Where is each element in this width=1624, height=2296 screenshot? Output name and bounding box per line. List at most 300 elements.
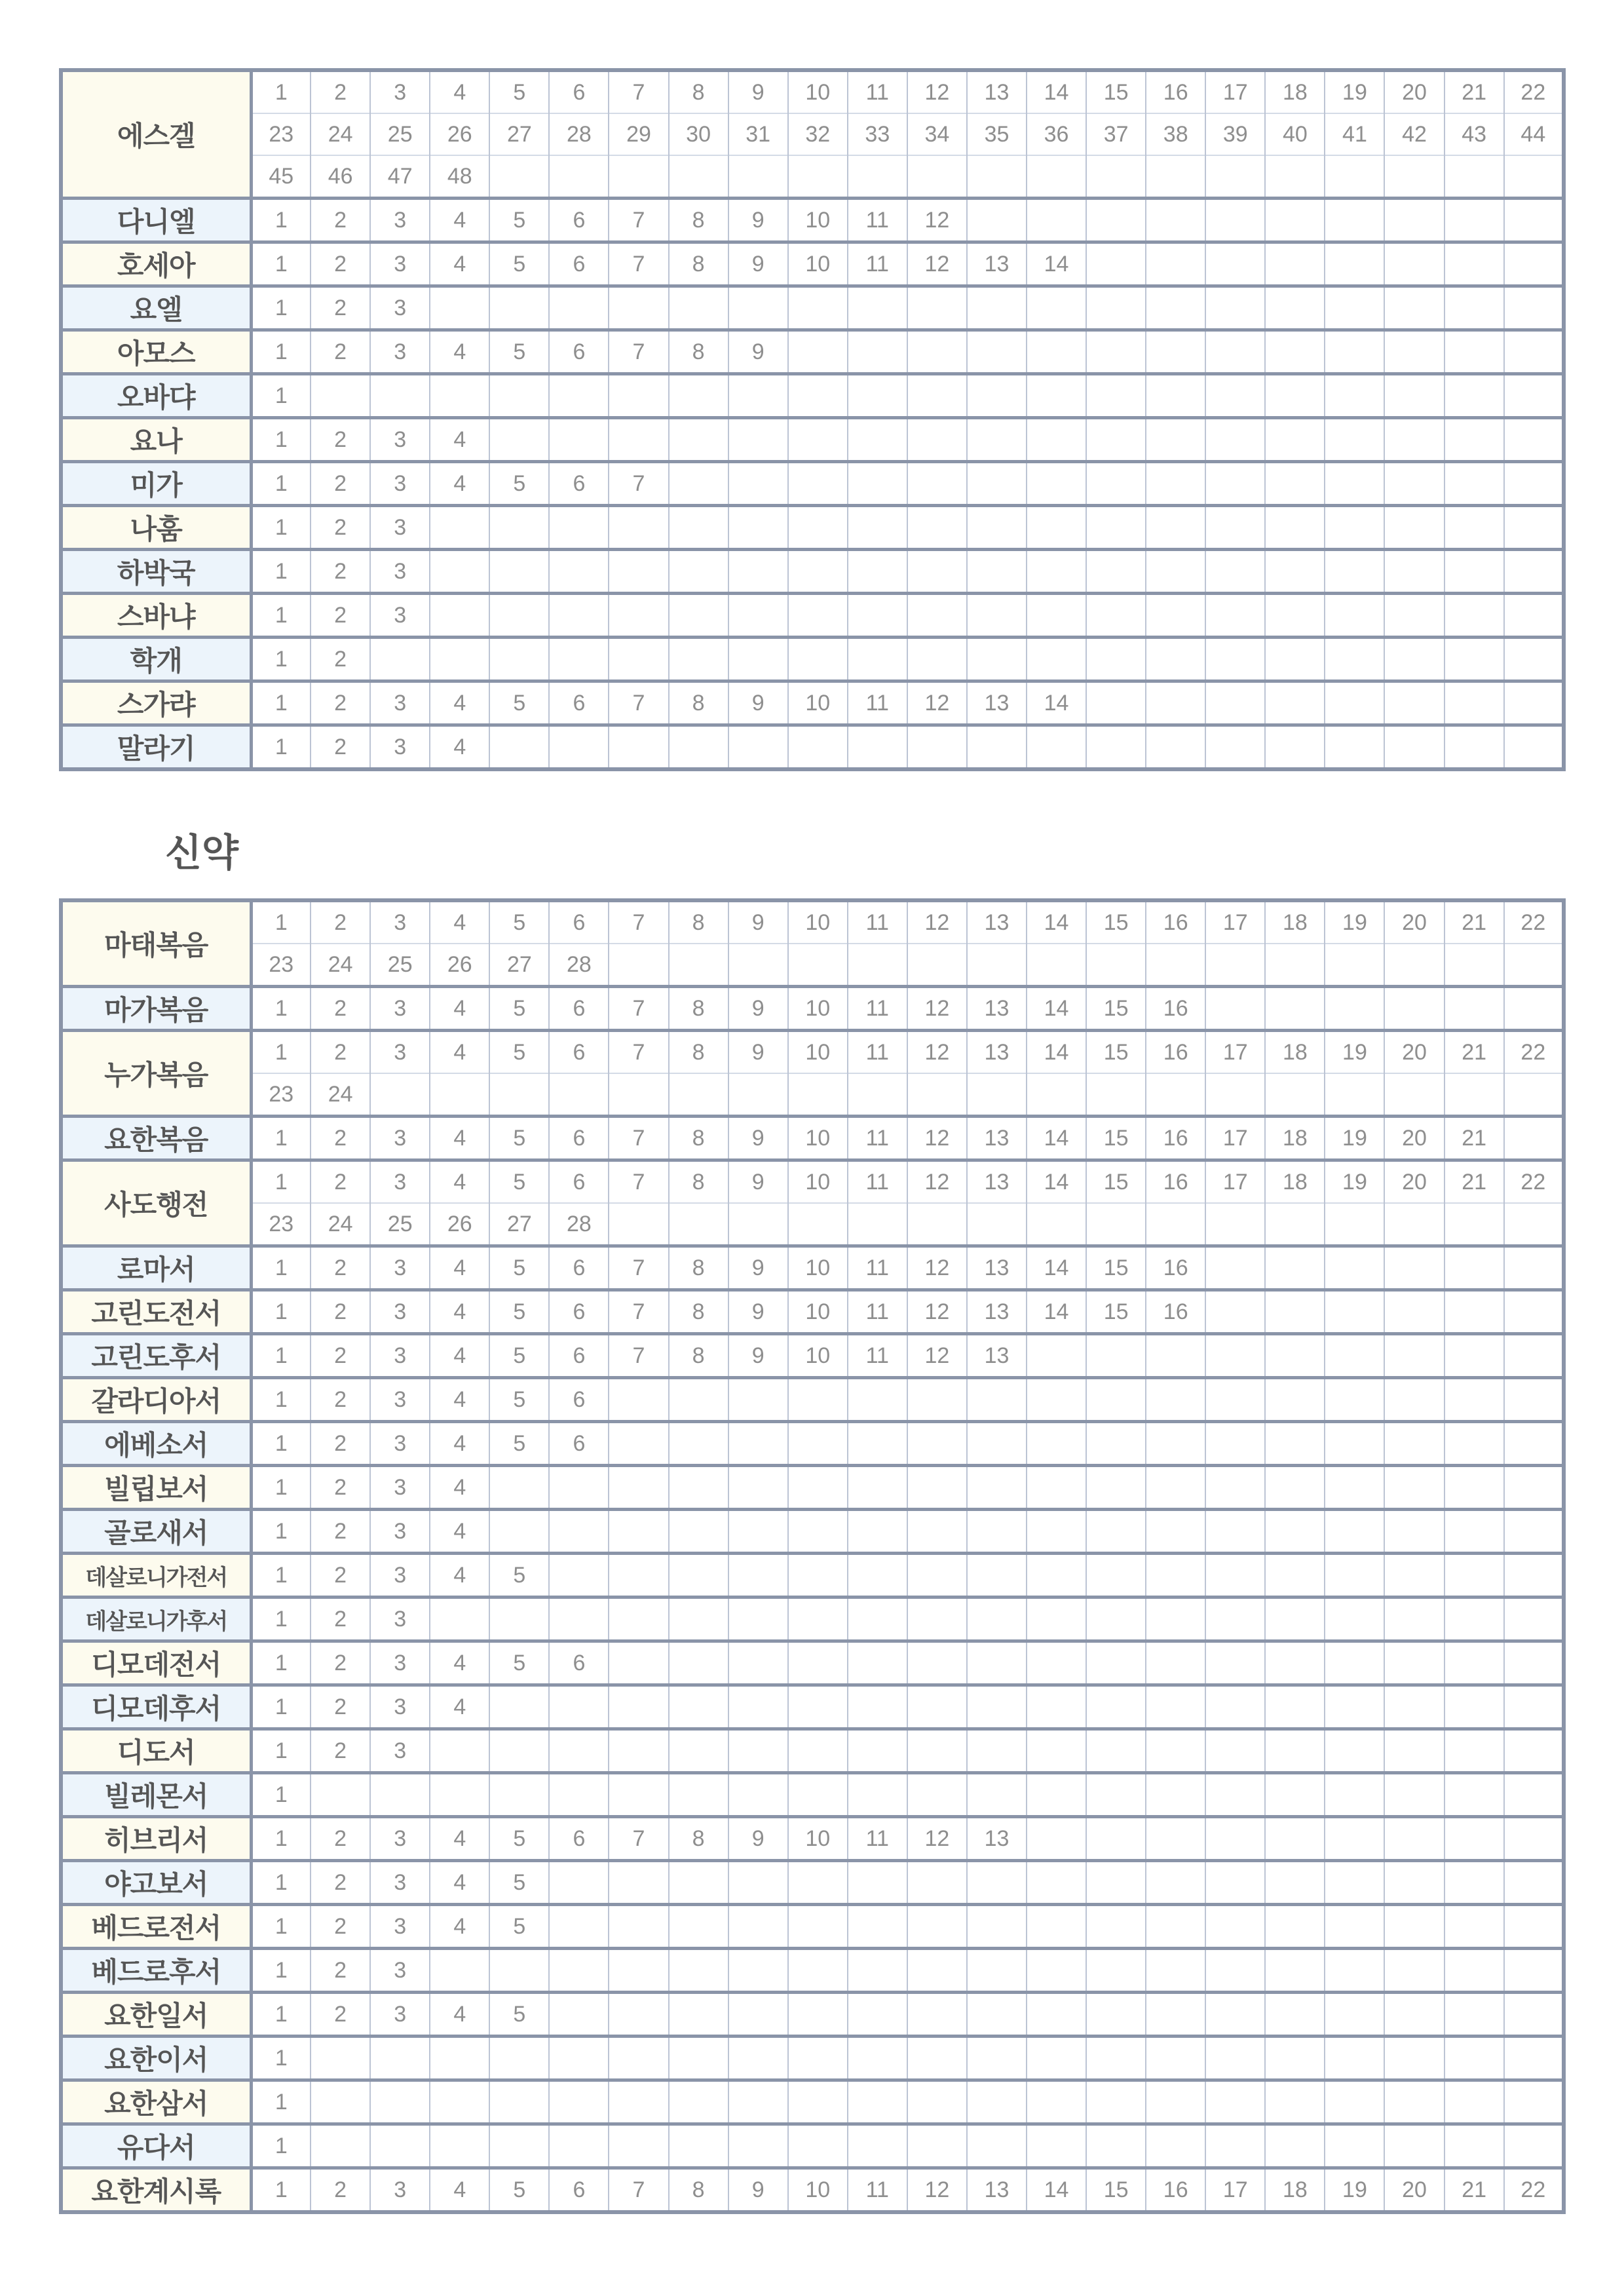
chapter-cell[interactable]: 1 <box>251 2124 311 2168</box>
chapter-cell[interactable]: 15 <box>1086 1160 1146 1204</box>
chapter-cell[interactable]: 1 <box>251 1117 311 1160</box>
chapter-cell[interactable]: 5 <box>489 462 549 506</box>
chapter-cell[interactable]: 11 <box>848 1290 907 1334</box>
chapter-cell[interactable]: 1 <box>251 506 311 550</box>
chapter-cell[interactable]: 2 <box>311 418 370 462</box>
chapter-cell[interactable]: 27 <box>489 113 549 155</box>
chapter-cell[interactable]: 8 <box>669 330 728 374</box>
chapter-cell[interactable]: 1 <box>251 1246 311 1290</box>
chapter-cell[interactable]: 3 <box>370 1117 430 1160</box>
chapter-cell[interactable]: 1 <box>251 1685 311 1729</box>
chapter-cell[interactable]: 8 <box>669 1031 728 1074</box>
chapter-cell[interactable]: 7 <box>609 2168 668 2213</box>
chapter-cell[interactable]: 2 <box>311 286 370 330</box>
chapter-cell[interactable]: 2 <box>311 987 370 1031</box>
chapter-cell[interactable]: 6 <box>549 242 609 286</box>
chapter-cell[interactable]: 29 <box>609 113 668 155</box>
chapter-cell[interactable]: 16 <box>1146 1160 1205 1204</box>
chapter-cell[interactable]: 4 <box>430 70 489 113</box>
chapter-cell[interactable]: 22 <box>1504 1031 1564 1074</box>
chapter-cell[interactable]: 1 <box>251 1466 311 1510</box>
chapter-cell[interactable]: 22 <box>1504 900 1564 944</box>
chapter-cell[interactable]: 20 <box>1384 1031 1444 1074</box>
chapter-cell[interactable]: 9 <box>728 1246 788 1290</box>
chapter-cell[interactable]: 5 <box>489 1290 549 1334</box>
chapter-cell[interactable]: 2 <box>311 462 370 506</box>
chapter-cell[interactable]: 10 <box>788 2168 848 2213</box>
chapter-cell[interactable]: 9 <box>728 1817 788 1861</box>
chapter-cell[interactable]: 11 <box>848 1817 907 1861</box>
chapter-cell[interactable]: 14 <box>1027 70 1086 113</box>
chapter-cell[interactable]: 7 <box>609 1334 668 1378</box>
chapter-cell[interactable]: 16 <box>1146 1290 1205 1334</box>
chapter-cell[interactable]: 8 <box>669 900 728 944</box>
chapter-cell[interactable]: 7 <box>609 330 668 374</box>
chapter-cell[interactable]: 23 <box>251 1073 311 1117</box>
chapter-cell[interactable]: 3 <box>370 594 430 638</box>
chapter-cell[interactable]: 10 <box>788 1246 848 1290</box>
chapter-cell[interactable]: 1 <box>251 242 311 286</box>
chapter-cell[interactable]: 48 <box>430 155 489 199</box>
chapter-cell[interactable]: 1 <box>251 1861 311 1905</box>
chapter-cell[interactable]: 10 <box>788 70 848 113</box>
chapter-cell[interactable]: 5 <box>489 1160 549 1204</box>
chapter-cell[interactable]: 47 <box>370 155 430 199</box>
chapter-cell[interactable]: 19 <box>1325 70 1384 113</box>
chapter-cell[interactable]: 41 <box>1325 113 1384 155</box>
chapter-cell[interactable]: 25 <box>370 113 430 155</box>
chapter-cell[interactable]: 6 <box>549 1160 609 1204</box>
chapter-cell[interactable]: 4 <box>430 1160 489 1204</box>
chapter-cell[interactable]: 7 <box>609 1160 668 1204</box>
chapter-cell[interactable]: 14 <box>1027 900 1086 944</box>
chapter-cell[interactable]: 8 <box>669 2168 728 2213</box>
chapter-cell[interactable]: 12 <box>907 242 967 286</box>
chapter-cell[interactable]: 5 <box>489 1641 549 1685</box>
chapter-cell[interactable]: 1 <box>251 1334 311 1378</box>
chapter-cell[interactable]: 4 <box>430 1817 489 1861</box>
chapter-cell[interactable]: 4 <box>430 418 489 462</box>
chapter-cell[interactable]: 26 <box>430 944 489 987</box>
chapter-cell[interactable]: 7 <box>609 1817 668 1861</box>
chapter-cell[interactable]: 5 <box>489 1993 549 2037</box>
chapter-cell[interactable]: 5 <box>489 681 549 725</box>
chapter-cell[interactable]: 21 <box>1445 1160 1504 1204</box>
chapter-cell[interactable]: 1 <box>251 374 311 418</box>
chapter-cell[interactable]: 10 <box>788 987 848 1031</box>
chapter-cell[interactable]: 10 <box>788 242 848 286</box>
chapter-cell[interactable]: 4 <box>430 1905 489 1949</box>
chapter-cell[interactable]: 5 <box>489 242 549 286</box>
chapter-cell[interactable]: 5 <box>489 199 549 242</box>
chapter-cell[interactable]: 3 <box>370 681 430 725</box>
chapter-cell[interactable]: 1 <box>251 1993 311 2037</box>
chapter-cell[interactable]: 44 <box>1504 113 1564 155</box>
chapter-cell[interactable]: 6 <box>549 1246 609 1290</box>
chapter-cell[interactable]: 10 <box>788 900 848 944</box>
chapter-cell[interactable]: 10 <box>788 1117 848 1160</box>
chapter-cell[interactable]: 2 <box>311 638 370 681</box>
chapter-cell[interactable]: 3 <box>370 1466 430 1510</box>
chapter-cell[interactable]: 35 <box>967 113 1027 155</box>
chapter-cell[interactable]: 9 <box>728 681 788 725</box>
chapter-cell[interactable]: 2 <box>311 1861 370 1905</box>
chapter-cell[interactable]: 1 <box>251 1422 311 1466</box>
chapter-cell[interactable]: 8 <box>669 199 728 242</box>
chapter-cell[interactable]: 2 <box>311 1378 370 1422</box>
chapter-cell[interactable]: 12 <box>907 70 967 113</box>
chapter-cell[interactable]: 7 <box>609 1246 668 1290</box>
chapter-cell[interactable]: 20 <box>1384 1160 1444 1204</box>
chapter-cell[interactable]: 18 <box>1265 1031 1325 1074</box>
chapter-cell[interactable]: 42 <box>1384 113 1444 155</box>
chapter-cell[interactable]: 14 <box>1027 1246 1086 1290</box>
chapter-cell[interactable]: 1 <box>251 2037 311 2080</box>
chapter-cell[interactable]: 5 <box>489 1861 549 1905</box>
chapter-cell[interactable]: 5 <box>489 1378 549 1422</box>
chapter-cell[interactable]: 2 <box>311 1554 370 1598</box>
chapter-cell[interactable]: 7 <box>609 1031 668 1074</box>
chapter-cell[interactable]: 22 <box>1504 1160 1564 1204</box>
chapter-cell[interactable]: 1 <box>251 2168 311 2213</box>
chapter-cell[interactable]: 3 <box>370 1554 430 1598</box>
chapter-cell[interactable]: 5 <box>489 1334 549 1378</box>
chapter-cell[interactable]: 9 <box>728 242 788 286</box>
chapter-cell[interactable]: 10 <box>788 1290 848 1334</box>
chapter-cell[interactable]: 43 <box>1445 113 1504 155</box>
chapter-cell[interactable]: 16 <box>1146 987 1205 1031</box>
chapter-cell[interactable]: 22 <box>1504 70 1564 113</box>
chapter-cell[interactable]: 4 <box>430 1422 489 1466</box>
chapter-cell[interactable]: 12 <box>907 1334 967 1378</box>
chapter-cell[interactable]: 6 <box>549 681 609 725</box>
chapter-cell[interactable]: 7 <box>609 199 668 242</box>
chapter-cell[interactable]: 9 <box>728 70 788 113</box>
chapter-cell[interactable]: 19 <box>1325 1031 1384 1074</box>
chapter-cell[interactable]: 6 <box>549 900 609 944</box>
chapter-cell[interactable]: 14 <box>1027 2168 1086 2213</box>
chapter-cell[interactable]: 5 <box>489 987 549 1031</box>
chapter-cell[interactable]: 3 <box>370 70 430 113</box>
chapter-cell[interactable]: 15 <box>1086 1117 1146 1160</box>
chapter-cell[interactable]: 4 <box>430 199 489 242</box>
chapter-cell[interactable]: 1 <box>251 70 311 113</box>
chapter-cell[interactable]: 9 <box>728 1117 788 1160</box>
chapter-cell[interactable]: 10 <box>788 1817 848 1861</box>
chapter-cell[interactable]: 4 <box>430 1290 489 1334</box>
chapter-cell[interactable]: 2 <box>311 1729 370 1773</box>
chapter-cell[interactable]: 3 <box>370 199 430 242</box>
chapter-cell[interactable]: 1 <box>251 286 311 330</box>
chapter-cell[interactable]: 11 <box>848 900 907 944</box>
chapter-cell[interactable]: 13 <box>967 987 1027 1031</box>
chapter-cell[interactable]: 3 <box>370 1641 430 1685</box>
chapter-cell[interactable]: 23 <box>251 113 311 155</box>
chapter-cell[interactable]: 46 <box>311 155 370 199</box>
chapter-cell[interactable]: 8 <box>669 1290 728 1334</box>
chapter-cell[interactable]: 5 <box>489 1117 549 1160</box>
chapter-cell[interactable]: 6 <box>549 2168 609 2213</box>
chapter-cell[interactable]: 13 <box>967 1031 1027 1074</box>
chapter-cell[interactable]: 2 <box>311 725 370 770</box>
chapter-cell[interactable]: 1 <box>251 418 311 462</box>
chapter-cell[interactable]: 4 <box>430 1466 489 1510</box>
chapter-cell[interactable]: 3 <box>370 1993 430 2037</box>
chapter-cell[interactable]: 12 <box>907 1117 967 1160</box>
chapter-cell[interactable]: 2 <box>311 1334 370 1378</box>
chapter-cell[interactable]: 12 <box>907 681 967 725</box>
chapter-cell[interactable]: 1 <box>251 1641 311 1685</box>
chapter-cell[interactable]: 1 <box>251 330 311 374</box>
chapter-cell[interactable]: 13 <box>967 1160 1027 1204</box>
chapter-cell[interactable]: 4 <box>430 1510 489 1554</box>
chapter-cell[interactable]: 12 <box>907 1160 967 1204</box>
chapter-cell[interactable]: 4 <box>430 1334 489 1378</box>
chapter-cell[interactable]: 4 <box>430 1861 489 1905</box>
chapter-cell[interactable]: 14 <box>1027 1031 1086 1074</box>
chapter-cell[interactable]: 8 <box>669 1817 728 1861</box>
chapter-cell[interactable]: 11 <box>848 2168 907 2213</box>
chapter-cell[interactable]: 2 <box>311 1246 370 1290</box>
chapter-cell[interactable]: 9 <box>728 199 788 242</box>
chapter-cell[interactable]: 3 <box>370 1817 430 1861</box>
chapter-cell[interactable]: 4 <box>430 1246 489 1290</box>
chapter-cell[interactable]: 6 <box>549 1031 609 1074</box>
chapter-cell[interactable]: 25 <box>370 1203 430 1246</box>
chapter-cell[interactable]: 20 <box>1384 70 1444 113</box>
chapter-cell[interactable]: 45 <box>251 155 311 199</box>
chapter-cell[interactable]: 3 <box>370 1378 430 1422</box>
chapter-cell[interactable]: 1 <box>251 1160 311 1204</box>
chapter-cell[interactable]: 3 <box>370 1949 430 1993</box>
chapter-cell[interactable]: 16 <box>1146 70 1205 113</box>
chapter-cell[interactable]: 13 <box>967 1246 1027 1290</box>
chapter-cell[interactable]: 3 <box>370 330 430 374</box>
chapter-cell[interactable]: 13 <box>967 1117 1027 1160</box>
chapter-cell[interactable]: 36 <box>1027 113 1086 155</box>
chapter-cell[interactable]: 1 <box>251 1554 311 1598</box>
chapter-cell[interactable]: 9 <box>728 1031 788 1074</box>
chapter-cell[interactable]: 10 <box>788 199 848 242</box>
chapter-cell[interactable]: 3 <box>370 1334 430 1378</box>
chapter-cell[interactable]: 2 <box>311 1641 370 1685</box>
chapter-cell[interactable]: 3 <box>370 2168 430 2213</box>
chapter-cell[interactable]: 1 <box>251 594 311 638</box>
chapter-cell[interactable]: 3 <box>370 506 430 550</box>
chapter-cell[interactable]: 27 <box>489 1203 549 1246</box>
chapter-cell[interactable]: 12 <box>907 1817 967 1861</box>
chapter-cell[interactable]: 9 <box>728 1290 788 1334</box>
chapter-cell[interactable]: 1 <box>251 1817 311 1861</box>
chapter-cell[interactable]: 12 <box>907 900 967 944</box>
chapter-cell[interactable]: 26 <box>430 113 489 155</box>
chapter-cell[interactable]: 17 <box>1205 900 1265 944</box>
chapter-cell[interactable]: 23 <box>251 1203 311 1246</box>
chapter-cell[interactable]: 40 <box>1265 113 1325 155</box>
chapter-cell[interactable]: 20 <box>1384 900 1444 944</box>
chapter-cell[interactable]: 21 <box>1445 2168 1504 2213</box>
chapter-cell[interactable]: 3 <box>370 1598 430 1641</box>
chapter-cell[interactable]: 20 <box>1384 2168 1444 2213</box>
chapter-cell[interactable]: 7 <box>609 987 668 1031</box>
chapter-cell[interactable]: 21 <box>1445 1117 1504 1160</box>
chapter-cell[interactable]: 28 <box>549 113 609 155</box>
chapter-cell[interactable]: 8 <box>669 70 728 113</box>
chapter-cell[interactable]: 11 <box>848 987 907 1031</box>
chapter-cell[interactable]: 2 <box>311 1949 370 1993</box>
chapter-cell[interactable]: 16 <box>1146 900 1205 944</box>
chapter-cell[interactable]: 7 <box>609 900 668 944</box>
chapter-cell[interactable]: 12 <box>907 199 967 242</box>
chapter-cell[interactable]: 39 <box>1205 113 1265 155</box>
chapter-cell[interactable]: 26 <box>430 1203 489 1246</box>
chapter-cell[interactable]: 20 <box>1384 1117 1444 1160</box>
chapter-cell[interactable]: 6 <box>549 1117 609 1160</box>
chapter-cell[interactable]: 16 <box>1146 2168 1205 2213</box>
chapter-cell[interactable]: 5 <box>489 1905 549 1949</box>
chapter-cell[interactable]: 12 <box>907 1246 967 1290</box>
chapter-cell[interactable]: 12 <box>907 987 967 1031</box>
chapter-cell[interactable]: 10 <box>788 1160 848 1204</box>
chapter-cell[interactable]: 38 <box>1146 113 1205 155</box>
chapter-cell[interactable]: 4 <box>430 1378 489 1422</box>
chapter-cell[interactable]: 2 <box>311 1817 370 1861</box>
chapter-cell[interactable]: 8 <box>669 1334 728 1378</box>
chapter-cell[interactable]: 12 <box>907 2168 967 2213</box>
chapter-cell[interactable]: 1 <box>251 1598 311 1641</box>
chapter-cell[interactable]: 24 <box>311 1073 370 1117</box>
chapter-cell[interactable]: 12 <box>907 1031 967 1074</box>
chapter-cell[interactable]: 16 <box>1146 1117 1205 1160</box>
chapter-cell[interactable]: 8 <box>669 1160 728 1204</box>
chapter-cell[interactable]: 2 <box>311 550 370 594</box>
chapter-cell[interactable]: 9 <box>728 900 788 944</box>
chapter-cell[interactable]: 19 <box>1325 2168 1384 2213</box>
chapter-cell[interactable]: 2 <box>311 1160 370 1204</box>
chapter-cell[interactable]: 18 <box>1265 900 1325 944</box>
chapter-cell[interactable]: 6 <box>549 330 609 374</box>
chapter-cell[interactable]: 33 <box>848 113 907 155</box>
chapter-cell[interactable]: 2 <box>311 1290 370 1334</box>
chapter-cell[interactable]: 6 <box>549 1290 609 1334</box>
chapter-cell[interactable]: 4 <box>430 1641 489 1685</box>
chapter-cell[interactable]: 30 <box>669 113 728 155</box>
chapter-cell[interactable]: 2 <box>311 330 370 374</box>
chapter-cell[interactable]: 14 <box>1027 1290 1086 1334</box>
chapter-cell[interactable]: 13 <box>967 70 1027 113</box>
chapter-cell[interactable]: 5 <box>489 1246 549 1290</box>
chapter-cell[interactable]: 1 <box>251 2080 311 2124</box>
chapter-cell[interactable]: 6 <box>549 1422 609 1466</box>
chapter-cell[interactable]: 2 <box>311 1422 370 1466</box>
chapter-cell[interactable]: 5 <box>489 70 549 113</box>
chapter-cell[interactable]: 4 <box>430 987 489 1031</box>
chapter-cell[interactable]: 3 <box>370 1861 430 1905</box>
chapter-cell[interactable]: 9 <box>728 1160 788 1204</box>
chapter-cell[interactable]: 14 <box>1027 1117 1086 1160</box>
chapter-cell[interactable]: 3 <box>370 900 430 944</box>
chapter-cell[interactable]: 14 <box>1027 987 1086 1031</box>
chapter-cell[interactable]: 1 <box>251 1290 311 1334</box>
chapter-cell[interactable]: 5 <box>489 330 549 374</box>
chapter-cell[interactable]: 17 <box>1205 70 1265 113</box>
chapter-cell[interactable]: 16 <box>1146 1246 1205 1290</box>
chapter-cell[interactable]: 1 <box>251 681 311 725</box>
chapter-cell[interactable]: 17 <box>1205 1160 1265 1204</box>
chapter-cell[interactable]: 2 <box>311 1598 370 1641</box>
chapter-cell[interactable]: 18 <box>1265 70 1325 113</box>
chapter-cell[interactable]: 18 <box>1265 1160 1325 1204</box>
chapter-cell[interactable]: 11 <box>848 1334 907 1378</box>
chapter-cell[interactable]: 21 <box>1445 70 1504 113</box>
chapter-cell[interactable]: 3 <box>370 286 430 330</box>
chapter-cell[interactable]: 3 <box>370 725 430 770</box>
chapter-cell[interactable]: 11 <box>848 1031 907 1074</box>
chapter-cell[interactable]: 13 <box>967 2168 1027 2213</box>
chapter-cell[interactable]: 5 <box>489 900 549 944</box>
chapter-cell[interactable]: 2 <box>311 900 370 944</box>
chapter-cell[interactable]: 24 <box>311 944 370 987</box>
chapter-cell[interactable]: 19 <box>1325 900 1384 944</box>
chapter-cell[interactable]: 4 <box>430 900 489 944</box>
chapter-cell[interactable]: 27 <box>489 944 549 987</box>
chapter-cell[interactable]: 4 <box>430 242 489 286</box>
chapter-cell[interactable]: 5 <box>489 2168 549 2213</box>
chapter-cell[interactable]: 2 <box>311 1993 370 2037</box>
chapter-cell[interactable]: 14 <box>1027 1160 1086 1204</box>
chapter-cell[interactable]: 3 <box>370 1422 430 1466</box>
chapter-cell[interactable]: 6 <box>549 1817 609 1861</box>
chapter-cell[interactable]: 11 <box>848 242 907 286</box>
chapter-cell[interactable]: 3 <box>370 1246 430 1290</box>
chapter-cell[interactable]: 13 <box>967 242 1027 286</box>
chapter-cell[interactable]: 1 <box>251 462 311 506</box>
chapter-cell[interactable]: 1 <box>251 550 311 594</box>
chapter-cell[interactable]: 8 <box>669 242 728 286</box>
chapter-cell[interactable]: 1 <box>251 900 311 944</box>
chapter-cell[interactable]: 25 <box>370 944 430 987</box>
chapter-cell[interactable]: 9 <box>728 1334 788 1378</box>
chapter-cell[interactable]: 9 <box>728 2168 788 2213</box>
chapter-cell[interactable]: 16 <box>1146 1031 1205 1074</box>
chapter-cell[interactable]: 17 <box>1205 1117 1265 1160</box>
chapter-cell[interactable]: 7 <box>609 462 668 506</box>
chapter-cell[interactable]: 7 <box>609 1290 668 1334</box>
chapter-cell[interactable]: 2 <box>311 1466 370 1510</box>
chapter-cell[interactable]: 1 <box>251 1729 311 1773</box>
chapter-cell[interactable]: 2 <box>311 1510 370 1554</box>
chapter-cell[interactable]: 13 <box>967 1290 1027 1334</box>
chapter-cell[interactable]: 11 <box>848 681 907 725</box>
chapter-cell[interactable]: 6 <box>549 1378 609 1422</box>
chapter-cell[interactable]: 1 <box>251 1905 311 1949</box>
chapter-cell[interactable]: 15 <box>1086 70 1146 113</box>
chapter-cell[interactable]: 1 <box>251 1031 311 1074</box>
chapter-cell[interactable]: 5 <box>489 1554 549 1598</box>
chapter-cell[interactable]: 28 <box>549 1203 609 1246</box>
chapter-cell[interactable]: 11 <box>848 1160 907 1204</box>
chapter-cell[interactable]: 3 <box>370 462 430 506</box>
chapter-cell[interactable]: 6 <box>549 199 609 242</box>
chapter-cell[interactable]: 5 <box>489 1817 549 1861</box>
chapter-cell[interactable]: 15 <box>1086 1246 1146 1290</box>
chapter-cell[interactable]: 7 <box>609 70 668 113</box>
chapter-cell[interactable]: 21 <box>1445 900 1504 944</box>
chapter-cell[interactable]: 17 <box>1205 2168 1265 2213</box>
chapter-cell[interactable]: 10 <box>788 681 848 725</box>
chapter-cell[interactable]: 3 <box>370 1905 430 1949</box>
chapter-cell[interactable]: 6 <box>549 70 609 113</box>
